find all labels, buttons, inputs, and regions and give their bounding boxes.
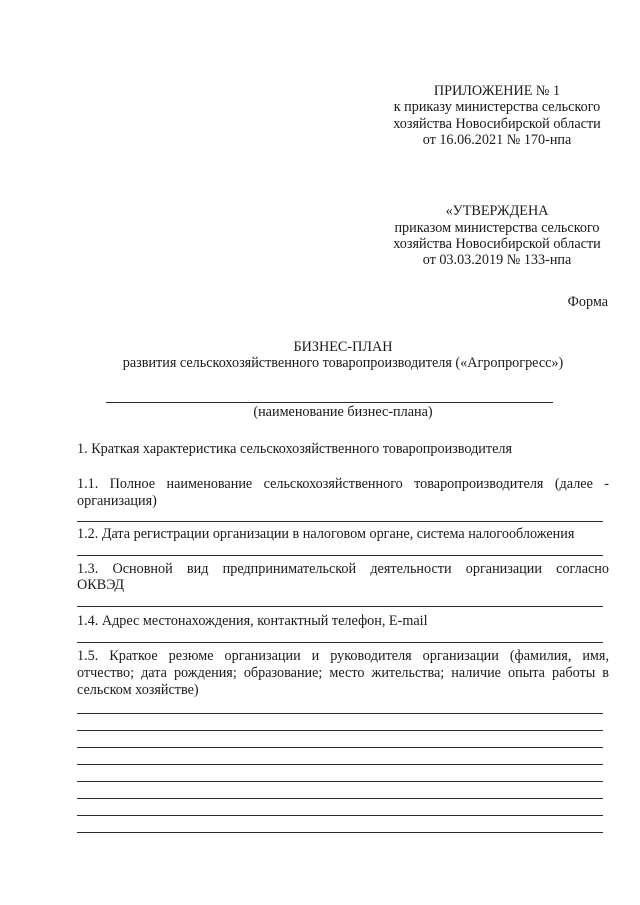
approved-line-1: приказом министерства сельского xyxy=(394,220,600,236)
annex-line-3: от 16.06.2021 № 170-нпа xyxy=(422,132,572,148)
section-1-5-answer-line xyxy=(77,832,603,833)
section-1-5-answer-line xyxy=(77,747,603,748)
section-1-5-answer-line xyxy=(77,764,603,765)
section-1-5-answer-line xyxy=(77,781,603,782)
approved-line-3: от 03.03.2019 № 133-нпа xyxy=(422,252,572,268)
annex-line-1: к приказу министерства сельского xyxy=(393,99,601,115)
plan-name-field-line xyxy=(106,402,553,403)
section-1-5-answer-line xyxy=(77,798,603,799)
section-1-5-answer-line xyxy=(77,730,603,731)
annex-title: ПРИЛОЖЕНИЕ № 1 xyxy=(433,83,561,99)
section-1-2-line: 1.2. Дата регистрации организации в налоговом органе, система налогообложения xyxy=(77,526,575,542)
section-1-1-answer-line xyxy=(77,521,603,522)
form-label: Форма xyxy=(567,294,608,310)
section-1-3-line-1: 1.3. Основной вид предпринимательской деятельности организации согласно xyxy=(77,561,609,577)
approved-line-2: хозяйства Новосибирской области xyxy=(393,236,601,252)
section-1-4-line: 1.4. Адрес местонахождения, контактный телефон, E-mail xyxy=(77,613,428,629)
doc-title: БИЗНЕС-ПЛАН xyxy=(293,339,393,355)
section-1-5-line-1: 1.5. Краткое резюме организации и руководителя организации (фамилия, имя, xyxy=(77,648,609,664)
section-1-5-answer-line xyxy=(77,713,603,714)
section-1-5-answer-line xyxy=(77,815,603,816)
section-1-5-line-3: сельском хозяйстве) xyxy=(77,682,199,698)
section-1-1-line-2: организация) xyxy=(77,493,157,509)
annex-line-2: хозяйства Новосибирской области xyxy=(393,116,601,132)
doc-subtitle: развития сельскохозяйственного товаропроизводителя («Агропрогресс») xyxy=(122,355,564,371)
section-1-5-line-2: отчество; дата рождения; образование; место жительства; наличие опыта работы в xyxy=(77,665,609,681)
section-1-3-answer-line xyxy=(77,606,603,607)
plan-name-caption: (наименование бизнес-плана) xyxy=(253,404,433,420)
approved-title: «УТВЕРЖДЕНА xyxy=(445,203,549,219)
section-1-3-line-2: ОКВЭД xyxy=(77,577,125,593)
section-1-4-answer-line xyxy=(77,642,603,643)
section-1-1-line-1: 1.1. Полное наименование сельскохозяйственного товаропроизводителя (далее - xyxy=(77,476,609,492)
section-1-heading: 1. Краткая характеристика сельскохозяйственного товаропроизводителя xyxy=(77,441,512,457)
section-1-2-answer-line xyxy=(77,555,603,556)
